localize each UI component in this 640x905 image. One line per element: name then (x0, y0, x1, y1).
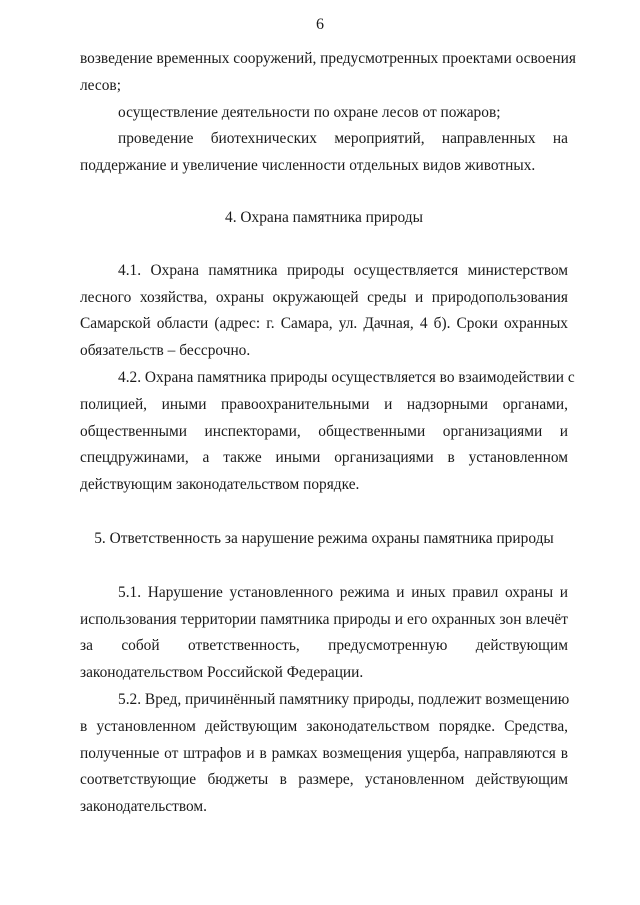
section-heading: 4. Охрана памятника природы (225, 208, 423, 226)
text-line: законодательством Российской Федерации. (80, 664, 364, 682)
section-heading: 5. Ответственность за нарушение режима охраны памятника природы (94, 529, 554, 547)
text-line: 5.2. Вред, причинённый памятнику природы, подлежит возмещению (118, 690, 570, 708)
text-line: спецдружинами, а также иными организациями в установленном (80, 449, 568, 467)
text-line: возведение временных сооружений, предусмотренных проектами освоения (80, 50, 576, 67)
text-line: 4.1. Охрана памятника природы осуществляется министерством (118, 261, 568, 279)
text-line: осуществление деятельности по охране лесов от пожаров; (118, 103, 501, 121)
text-line: лесов; (80, 76, 121, 94)
text-line: лесного хозяйства, охраны окружающей среды и природопользования (80, 288, 568, 306)
text-line: поддержание и увеличение численности отдельных видов животных. (80, 157, 536, 175)
text-line: 5.1. Нарушение установленного режима и иных правил охраны и (118, 583, 568, 601)
text-line: проведение биотехнических мероприятий, направленных на (118, 130, 568, 148)
text-line: полицией, иными правоохранительными и надзорными органами, (80, 395, 568, 413)
text-line: Самарской области (адрес: г. Самара, ул. Дачная, 4 б). Сроки охранных (80, 315, 568, 333)
text-line: законодательством. (80, 798, 208, 816)
text-line: общественными инспекторами, общественными организациями и (80, 422, 568, 440)
text-line: действующим законодательством порядке. (80, 476, 360, 494)
page-number: 6 (316, 16, 324, 33)
text-line: обязательств – бессрочно. (80, 342, 251, 360)
text-line: 4.2. Охрана памятника природы осуществляется во взаимодействии с (118, 368, 575, 386)
text-line: полученные от штрафов и в рамках возмещения ущерба, направляются в (80, 744, 568, 762)
text-line: в установленном действующим законодательством порядке. Средства, (80, 717, 568, 735)
text-line: соответствующие бюджеты в размере, установленном действующим (80, 771, 568, 789)
text-line: за собой ответственность, предусмотренную действующим (80, 637, 568, 655)
document-body (80, 46, 576, 821)
text-line: использования территории памятника природы и его охранных зон влечёт (80, 610, 568, 628)
